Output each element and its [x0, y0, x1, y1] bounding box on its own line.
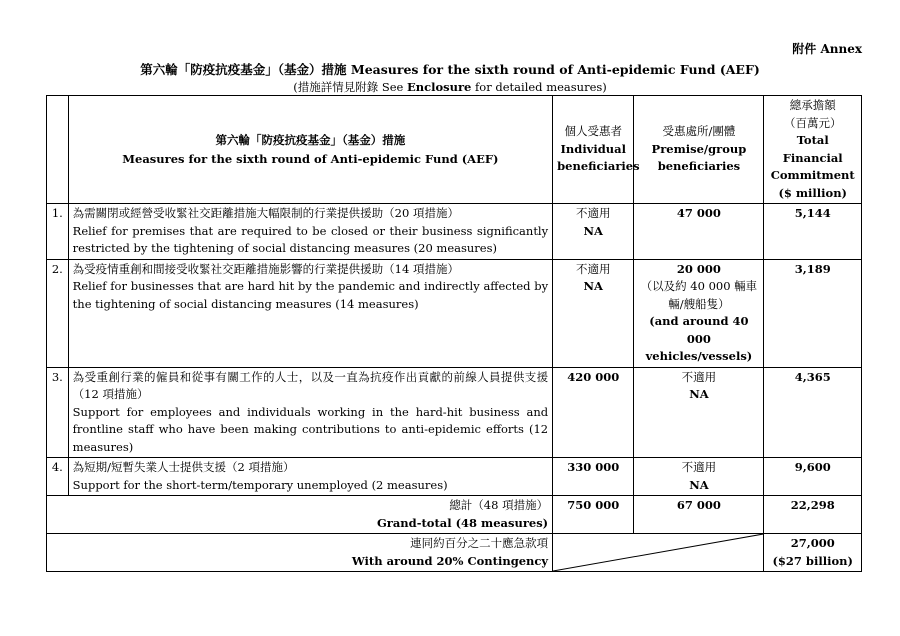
row-premise-na-en: NA [689, 387, 709, 401]
contingency-total-value: 27,000 [790, 536, 835, 550]
row-description [68, 204, 552, 260]
header-total-cell [764, 96, 862, 204]
header-total-en1: Total Financial [782, 133, 843, 165]
row-number: 3. [47, 367, 69, 458]
row-total: 4,365 [764, 367, 862, 458]
header-total-zh1: 總承擔額 [789, 98, 836, 112]
row-premise [634, 259, 764, 367]
contingency-zh: 連同約百分之二十應急款項 [410, 536, 549, 550]
row-premise [634, 367, 764, 458]
header-desc-zh: 第六輪「防疫抗疫基金」（基金）措施 [215, 132, 406, 147]
header-individual-en2: beneficiaries [557, 159, 640, 174]
contingency-row [47, 534, 862, 572]
row-premise-zh: （以及約 40 000 輛車輛/艘船隻） [640, 279, 758, 311]
row-number: 1. [47, 204, 69, 260]
row-desc-en: Relief for premises that are required to be closed or their business significantly restricted by the tightening of social distancing measures (20 measures) [72, 223, 549, 255]
contingency-label [47, 534, 553, 572]
row-number: 2. [47, 259, 69, 367]
row-premise-na-zh: 不適用 [681, 369, 717, 384]
diagonal-line [553, 534, 763, 571]
row-desc-en: Relief for businesses that are hard hit by the pandemic and indirectly affected by the tightening of social distancing measures (14 measures) [72, 279, 549, 311]
header-total-en2: Commitment [770, 168, 855, 182]
table-row [47, 259, 862, 367]
grand-total-en: Grand-total (48 measures) [376, 515, 549, 530]
row-desc-zh: 為需關閉或經營受收緊社交距離措施大幅限制的行業提供援助（20 項措施） [72, 206, 459, 220]
row-total: 9,600 [764, 458, 862, 496]
row-description [68, 367, 552, 458]
contingency-en: With around 20% Contingency [351, 553, 549, 568]
row-desc-en: Support for the short-term/temporary unemployed (2 measures) [72, 477, 448, 492]
subtitle-prefix: (措施詳情見附錄 See [293, 80, 407, 94]
contingency-total-en: ($27 billion) [772, 553, 853, 568]
row-description [68, 259, 552, 367]
row-premise-en: (and around 40 000 vehicles/vessels) [645, 314, 753, 363]
header-premise-en2: beneficiaries [657, 159, 741, 174]
row-premise-na-en: NA [689, 477, 709, 492]
row-premise-count: 20 000 [676, 261, 721, 276]
grand-total-individual: 750 000 [553, 496, 634, 534]
contingency-empty-cell [553, 534, 764, 572]
header-description-cell [68, 96, 552, 204]
row-total: 5,144 [764, 204, 862, 260]
document-subtitle [0, 79, 900, 95]
row-individual-zh: 不適用 [576, 261, 611, 276]
header-premise-en1: Premise/group [651, 141, 747, 156]
header-individual-zh: 個人受惠者 [564, 124, 622, 139]
header-individual-en1: Individual [560, 141, 626, 156]
header-premise-zh: 受惠處所/團體 [662, 124, 736, 139]
table-row [47, 367, 862, 458]
header-total-zh2: （百萬元） [783, 115, 842, 130]
row-individual-zh: 不適用 [576, 206, 611, 220]
subtitle-suffix: for detailed measures) [471, 80, 607, 94]
annex-label: 附件 Annex [792, 42, 862, 56]
row-individual: 420 000 [553, 367, 634, 458]
row-individual [553, 204, 634, 260]
row-total: 3,189 [764, 259, 862, 367]
grand-total-total: 22,298 [764, 496, 862, 534]
grand-total-label [47, 496, 553, 534]
row-individual: 330 000 [553, 458, 634, 496]
grand-total-zh: 總計（48 項措施） [449, 498, 549, 512]
contingency-total [764, 534, 862, 572]
row-individual [553, 259, 634, 367]
row-premise [634, 458, 764, 496]
row-desc-zh: 為受疫情重創和間接受收緊社交距離措施影響的行業提供援助（14 項措施） [72, 261, 459, 276]
row-number: 4. [47, 458, 69, 496]
header-total-en3: ($ million) [778, 185, 847, 200]
table-row [47, 204, 862, 260]
grand-total-premise: 67 000 [634, 496, 764, 534]
row-desc-en: Support for employees and individuals working in the hard-hit business and frontline staff who have been making contributions to anti-epidemic efforts (12 measures) [72, 404, 549, 454]
row-desc-zh: 為受重創行業的僱員和從事有關工作的人士，以及一直為抗疫作出貢獻的前線人員提供支援（12 項措施） [72, 369, 549, 401]
row-description [68, 458, 552, 496]
row-premise-na-zh: 不適用 [681, 460, 717, 474]
table-header-row [47, 96, 862, 204]
grand-total-row [47, 496, 862, 534]
header-num-cell [47, 96, 69, 204]
header-premise-cell [634, 96, 764, 204]
subtitle-enclosure: Enclosure [407, 80, 472, 94]
row-premise: 47 000 [634, 204, 764, 260]
row-individual-en: NA [583, 279, 603, 293]
row-individual-en: NA [583, 223, 603, 238]
row-desc-zh: 為短期/短暫失業人士提供支援（2 項措施） [72, 460, 295, 474]
document-title: 第六輪「防疫抗疫基金」（基金）措施 Measures for the sixth round of Anti-epidemic Fund (AEF) [140, 62, 760, 77]
header-individual-cell [553, 96, 640, 204]
header-desc-en: Measures for the sixth round of Anti-epidemic Fund (AEF) [122, 151, 499, 166]
table-row [47, 458, 862, 496]
measures-table [46, 95, 862, 572]
